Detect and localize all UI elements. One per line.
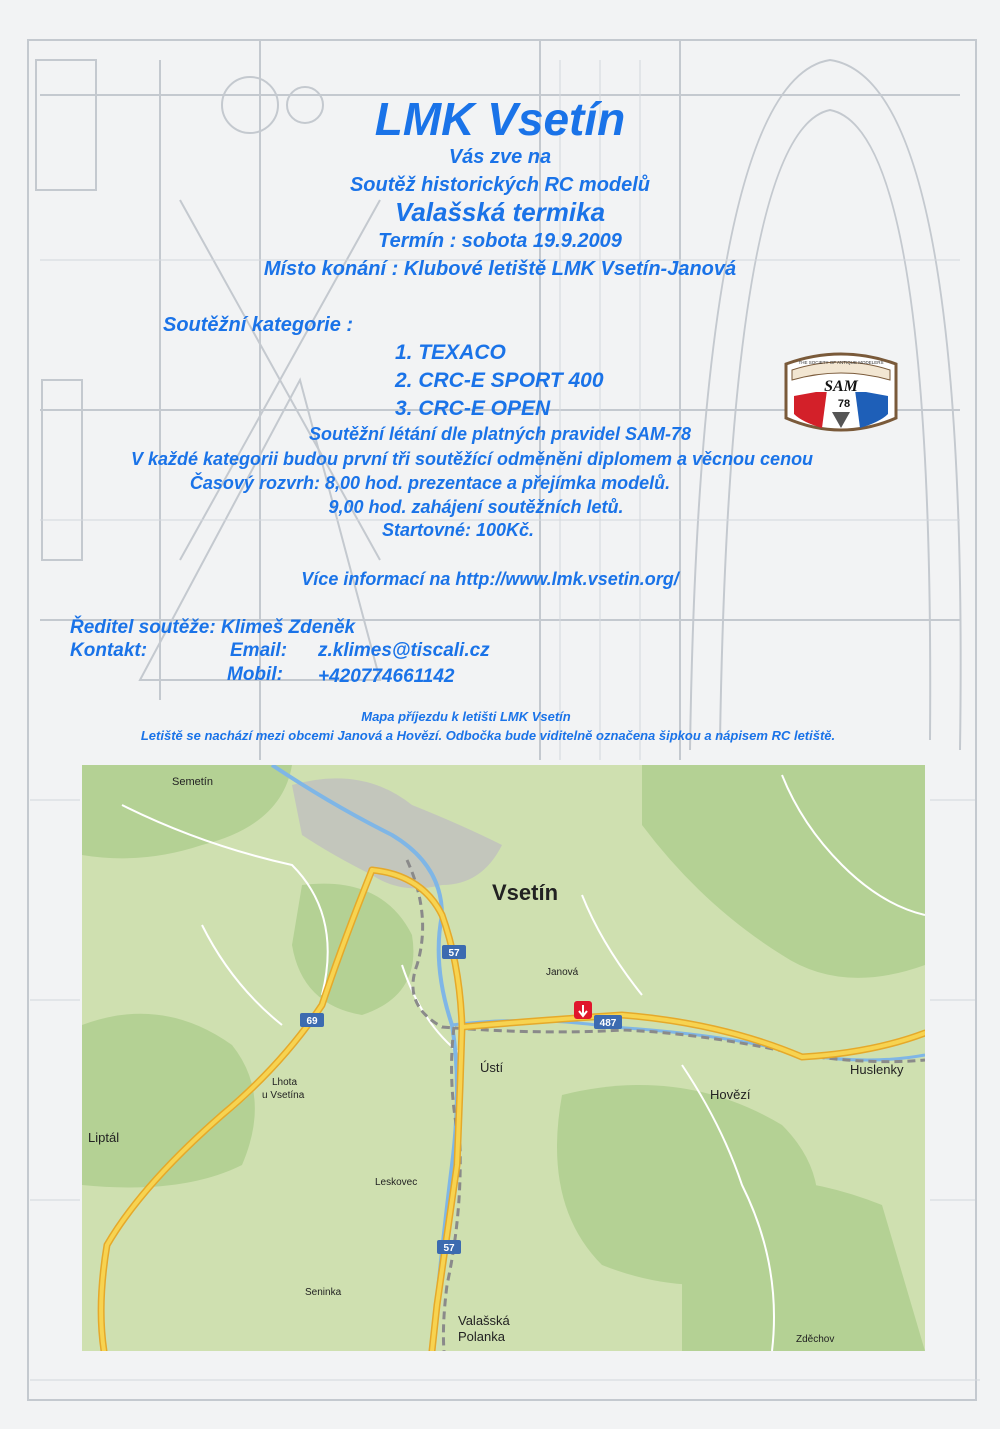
event-name: Valašská termika [394,197,606,227]
place-huslenky: Huslenky [850,1062,904,1077]
place-vsetin: Vsetín [492,880,559,905]
category-item: 3. CRC-E OPEN [395,397,551,420]
place-zdechov: Zděchov [796,1334,835,1345]
badge-number: 78 [837,398,851,410]
place-lhota-u-vsetina: u Vsetína [262,1090,305,1101]
svg-text:487: 487 [599,1018,617,1029]
schedule-line-2: 9,00 hod. zahájení soutěžních letů. [328,497,624,517]
mobile-label: Mobil: [227,664,283,685]
airfield-marker-icon[interactable] [574,1001,592,1019]
email-link[interactable]: z.klimes@tiscali.cz [318,640,490,661]
svg-text:57: 57 [448,948,460,959]
place-usti: Ústí [480,1060,504,1075]
invitation-text: Vás zve na [448,146,552,168]
mobile-number: +420774661142 [318,666,455,687]
place-seninka: Seninka [305,1287,342,1298]
place-janova: Janová [546,967,579,978]
place-polanka: Polanka [458,1329,505,1344]
event-date: Termín : sobota 19.9.2009 [378,230,622,252]
categories-heading: Soutěžní kategorie : [163,314,354,336]
road-shield-69 [300,1013,324,1027]
place-liptal: Liptál [88,1130,120,1145]
awards-line: V každé kategorii budou první tři soutěžící odměněni diplomem a věcnou cenou [130,449,814,469]
event-place: Místo konání : Klubové letiště LMK Vsetín-Janová [263,258,737,280]
badge-top-text: THE SOCIETY OF ANTIQUE MODELERS [798,360,884,365]
map-directions: Letiště se nachází mezi obcemi Janová a Hovězí. Odbočka bude viditelně označena šipkou a nápisem RC letiště. [140,728,836,743]
svg-text:57: 57 [443,1243,455,1254]
more-info-link[interactable]: Více informací na http://www.lmk.vsetin.org/ [301,569,679,589]
place-hovezi: Hovězí [710,1087,751,1102]
entry-fee: Startovné: 100Kč. [381,520,535,540]
category-item: 2. CRC-E SPORT 400 [395,369,604,392]
director-line: Ředitel soutěže: Klimeš Zdeněk [70,617,356,638]
place-leskovec: Leskovec [375,1177,418,1188]
badge-name: SAM [824,378,858,395]
road-shield-57-south [437,1240,461,1254]
category-item: 1. TEXACO [395,341,506,364]
contact-label: Kontakt: [70,640,148,661]
place-valasska: Valašská [458,1313,510,1328]
page-title: LMK Vsetín [374,93,626,145]
svg-text:69: 69 [306,1016,318,1027]
event-type: Soutěž historických RC modelů [349,174,651,196]
email-label: Email: [230,640,288,661]
map-caption: Mapa příjezdu k letišti LMK Vsetín [361,709,571,724]
schedule-line-1: Časový rozvrh: 8,00 hod. prezentace a přejímka modelů. [189,473,671,493]
place-lhota: Lhota [272,1077,298,1088]
road-shield-57-north [442,945,466,959]
route-map[interactable] [82,765,925,1351]
road-shield-487 [594,1015,622,1029]
rules-line: Soutěžní létání dle platných pravidel SAM-78 [308,424,692,444]
place-semetin: Semetín [172,776,213,788]
